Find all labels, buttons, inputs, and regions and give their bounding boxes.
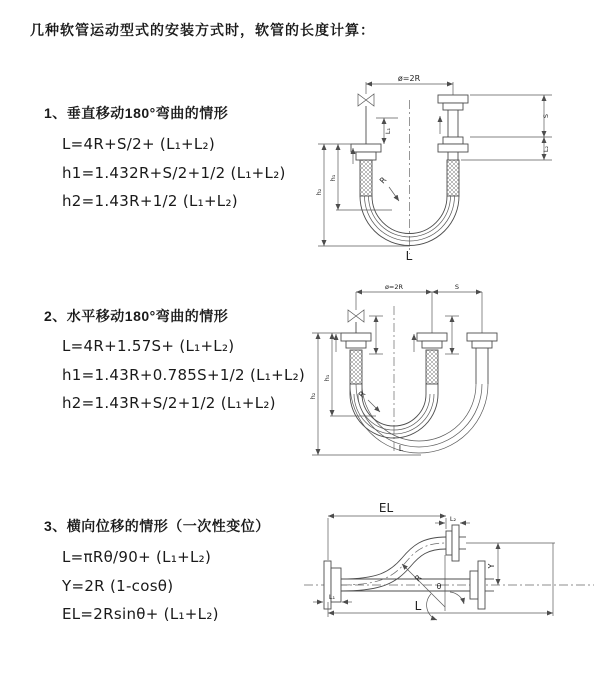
hose-braid-middle: [426, 350, 438, 384]
section-2-formula-h1: h1=1.43R+0.785S+1/2 (L₁+L₂): [62, 366, 306, 384]
valve-icon: [358, 82, 374, 144]
hose-braid-left: [360, 160, 372, 196]
svg-text:L₁: L₁: [328, 593, 336, 601]
dimension-s-l2: [461, 95, 552, 160]
svg-text:S: S: [542, 113, 550, 119]
svg-text:L₁: L₁: [384, 127, 392, 135]
dimension-length: [328, 599, 553, 617]
svg-text:R: R: [413, 573, 424, 584]
dimension-l1: [313, 593, 352, 602]
svg-text:R: R: [356, 389, 368, 400]
section-1-formula-h2: h2=1.43R+1/2 (L₁+L₂): [62, 192, 238, 210]
dimension-el: [328, 501, 446, 560]
flange-left: [324, 561, 341, 609]
valve-icon: [348, 292, 364, 333]
section-1-formula-h1: h1=1.432R+S/2+1/2 (L₁+L₂): [62, 164, 286, 182]
section-1-formula-L: L=4R+S/2+ (L₁+L₂): [62, 135, 216, 153]
dimension-s: [432, 283, 482, 292]
section-3-heading: 3、横向位移的情形（一次性变位）: [44, 518, 270, 534]
flange-upper: [446, 525, 466, 561]
flange-middle: [417, 292, 447, 348]
flange-left: [341, 333, 371, 348]
section-1-heading: 1、垂直移动180°弯曲的情形: [44, 105, 229, 121]
vertical-bend-diagram: [312, 70, 596, 266]
hose-braid-left: [350, 350, 362, 384]
hose-u-bend-displaced: [350, 384, 488, 453]
svg-text:θ: θ: [436, 582, 442, 591]
hose-s-curve: [341, 537, 446, 591]
svg-text:ø=2R: ø=2R: [397, 74, 421, 83]
svg-text:L: L: [414, 599, 422, 613]
svg-text:h₂: h₂: [315, 188, 323, 196]
hose-braid-right: [447, 160, 459, 196]
dimension-l1: [376, 118, 398, 144]
pipe-right: [438, 95, 468, 160]
length-label: L: [398, 444, 404, 453]
section-3-formula-EL: EL=2Rsinθ+ (L₁+L₂): [62, 605, 219, 623]
section-2-formula-h2: h2=1.43R+S/2+1/2 (L₁+L₂): [62, 394, 276, 412]
svg-text:h₁: h₁: [323, 374, 331, 382]
section-3-formula-L: L=πRθ/90+ (L₁+L₂): [62, 548, 212, 566]
svg-text:ø=2R: ø=2R: [384, 283, 404, 291]
flange-left: [351, 144, 381, 160]
page-title: 几种软管运动型式的安装方式时，软管的长度计算：: [30, 22, 375, 38]
svg-text:R: R: [377, 175, 389, 186]
svg-text:h₂: h₂: [309, 392, 317, 400]
section-2-formula-L: L=4R+1.57S+ (L₁+L₂): [62, 337, 235, 355]
dimension-span: [356, 283, 432, 292]
svg-text:h₁: h₁: [329, 174, 337, 182]
svg-text:Y: Y: [487, 563, 496, 569]
svg-text:EL: EL: [378, 501, 394, 515]
section-3-formula-Y: Y=2R (1-cosθ): [62, 577, 174, 595]
svg-text:S: S: [454, 283, 460, 291]
lateral-displacement-diagram: [298, 498, 600, 662]
section-2-heading: 2、水平移动180°弯曲的情形: [44, 308, 229, 324]
dimension-span: [366, 74, 453, 95]
radius-leader: [378, 175, 399, 201]
svg-text:L₂: L₂: [542, 145, 550, 153]
svg-text:L₂: L₂: [449, 515, 457, 523]
flange-right-displaced: [467, 292, 497, 384]
length-label: L: [405, 249, 413, 263]
horizontal-bend-diagram: [306, 276, 600, 458]
